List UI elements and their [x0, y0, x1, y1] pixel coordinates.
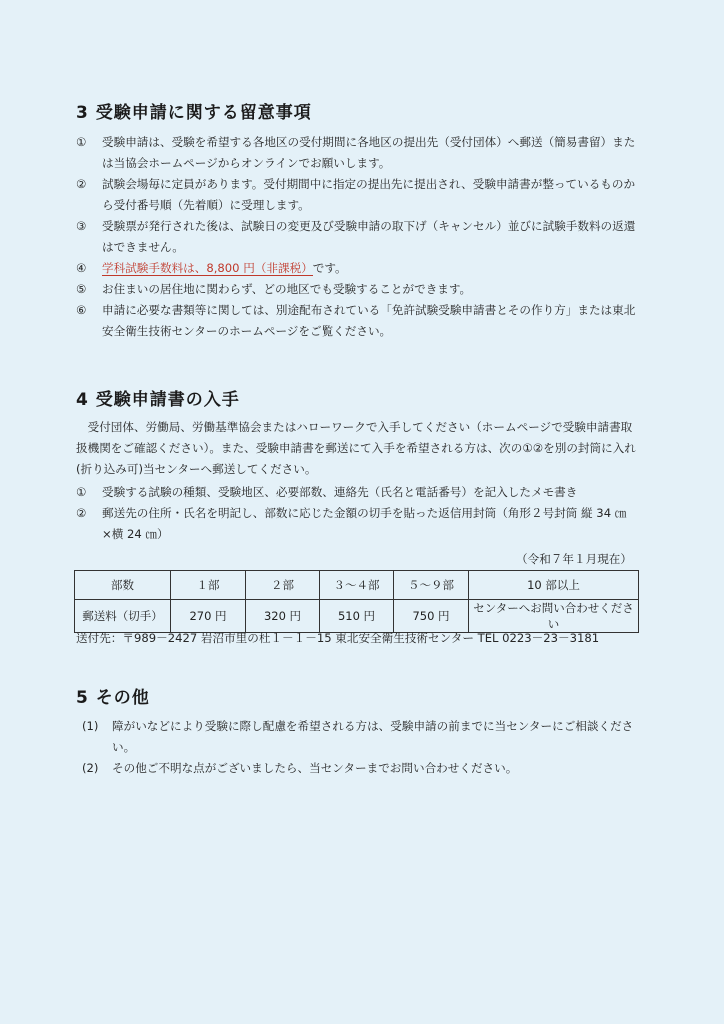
table-cell: センターへお問い合わせください — [469, 600, 639, 633]
date-note: （令和７年１月現在） — [516, 552, 632, 566]
list-item-text: お住まいの居住地に関わらず、どの地区でも受験することができます。 — [102, 282, 472, 296]
list-item: ⑤ お住まいの居住地に関わらず、どの地区でも受験することができます。 — [76, 282, 472, 296]
table-cell: 270 円 — [171, 600, 246, 633]
list-item: ① 受験申請は、受験を希望する各地区の受付期間に各地区の提出先（受付団体）へ郵送（簡易書留）または当協会ホームページからオンラインでお願いします。 — [76, 135, 636, 170]
table-header-row — [75, 571, 639, 600]
list-item-text: その他ご不明な点がございましたら、当センターまでお問い合わせください。 — [112, 761, 518, 775]
postage-table — [74, 570, 639, 633]
list-item-text: 受験申請は、受験を希望する各地区の受付期間に各地区の提出先（受付団体）へ郵送（簡易書留）または当協会ホームページからオンラインでお願いします。 — [102, 135, 636, 170]
table-cell: 510 円 — [320, 600, 394, 633]
table-row — [75, 600, 639, 633]
list-item-text: 受験票が発行された後は、試験日の変更及び受験申請の取下げ（キャンセル）並びに試験手数料の返還はできません。 — [102, 219, 636, 254]
section5-list — [82, 716, 636, 779]
list-item: ② 郵送先の住所・氏名を明記し、部数に応じた金額の切手を貼った返信用封筒（角形２号封筒 縦 34 ㎝×横 24 ㎝） — [76, 506, 627, 541]
section4-intro: 受付団体、労働局、労働基準協会またはハローワークで入手してください（ホームページで受験申請書取扱機関をご確認ください）。また、受験申請書を郵送にて入手を希望される方は、次の①②を別の封筒に入れ(折り込み可)当センターへ郵送してください。 — [76, 420, 636, 476]
table-cell: ３～４部 — [320, 571, 394, 600]
section4-list — [76, 482, 636, 545]
table-cell: 部数 — [75, 571, 171, 600]
table-cell: 320 円 — [246, 600, 320, 633]
list-item-text: 障がいなどにより受験に際し配慮を希望される方は、受験申請の前までに当センターにご相談ください。 — [112, 719, 634, 754]
list-item-text: 申請に必要な書類等に関しては、別途配布されている「免許試験受験申請書とその作り方」または東北安全衛生技術センターのホームページをご覧ください。 — [102, 303, 636, 338]
table-cell: 郵送料（切手） — [75, 600, 171, 633]
list-item-text: です。 — [312, 261, 347, 275]
table-cell: ２部 — [246, 571, 320, 600]
section5-heading: 5 その他 — [76, 688, 150, 708]
table-cell: 10 部以上 — [469, 571, 639, 600]
table-cell: １部 — [171, 571, 246, 600]
section3-list — [76, 132, 636, 342]
exam-fee-note: 学科試験手数料は、8,800 円（非課税） — [102, 261, 313, 275]
table-cell: ５～９部 — [394, 571, 469, 600]
list-item-text: 郵送先の住所・氏名を明記し、部数に応じた金額の切手を貼った返信用封筒（角形２号封筒 縦 34 ㎝×横 24 ㎝） — [102, 506, 627, 541]
list-item: ③ 受験票が発行された後は、試験日の変更及び受験申請の取下げ（キャンセル）並びに試験手数料の返還はできません。 — [76, 219, 636, 254]
list-item: ⑥ 申請に必要な書類等に関しては、別途配布されている「免許試験受験申請書とその作り方」または東北安全衛生技術センターのホームページをご覧ください。 — [76, 303, 636, 338]
list-item-text: 受験する試験の種類、受験地区、必要部数、連絡先（氏名と電話番号）を記入したメモ書き — [102, 485, 578, 499]
list-item-text: 試験会場毎に定員があります。受付期間中に指定の提出先に提出され、受験申請書が整っているものから受付番号順（先着順）に受理します。 — [102, 177, 636, 212]
list-item: ① 受験する試験の種類、受験地区、必要部数、連絡先（氏名と電話番号）を記入したメモ書き — [76, 485, 578, 499]
table-cell: 750 円 — [394, 600, 469, 633]
section3-heading: 3 受験申請に関する留意事項 — [76, 103, 312, 123]
list-item: (1) 障がいなどにより受験に際し配慮を希望される方は、受験申請の前までに当センターにご相談ください。 — [82, 719, 634, 754]
send-to-address: 送付先：〒989－2427 岩沼市里の杜１－１－15 東北安全衛生技術センター TEL 0223－23－3181 — [76, 631, 600, 645]
list-item: ④ 学科試験手数料は、8,800 円（非課税）です。 — [76, 261, 347, 275]
section4-heading: 4 受験申請書の入手 — [76, 390, 240, 410]
list-item: ② 試験会場毎に定員があります。受付期間中に指定の提出先に提出され、受験申請書が整っているものから受付番号順（先着順）に受理します。 — [76, 177, 636, 212]
list-item: (2) その他ご不明な点がございましたら、当センターまでお問い合わせください。 — [82, 761, 518, 775]
